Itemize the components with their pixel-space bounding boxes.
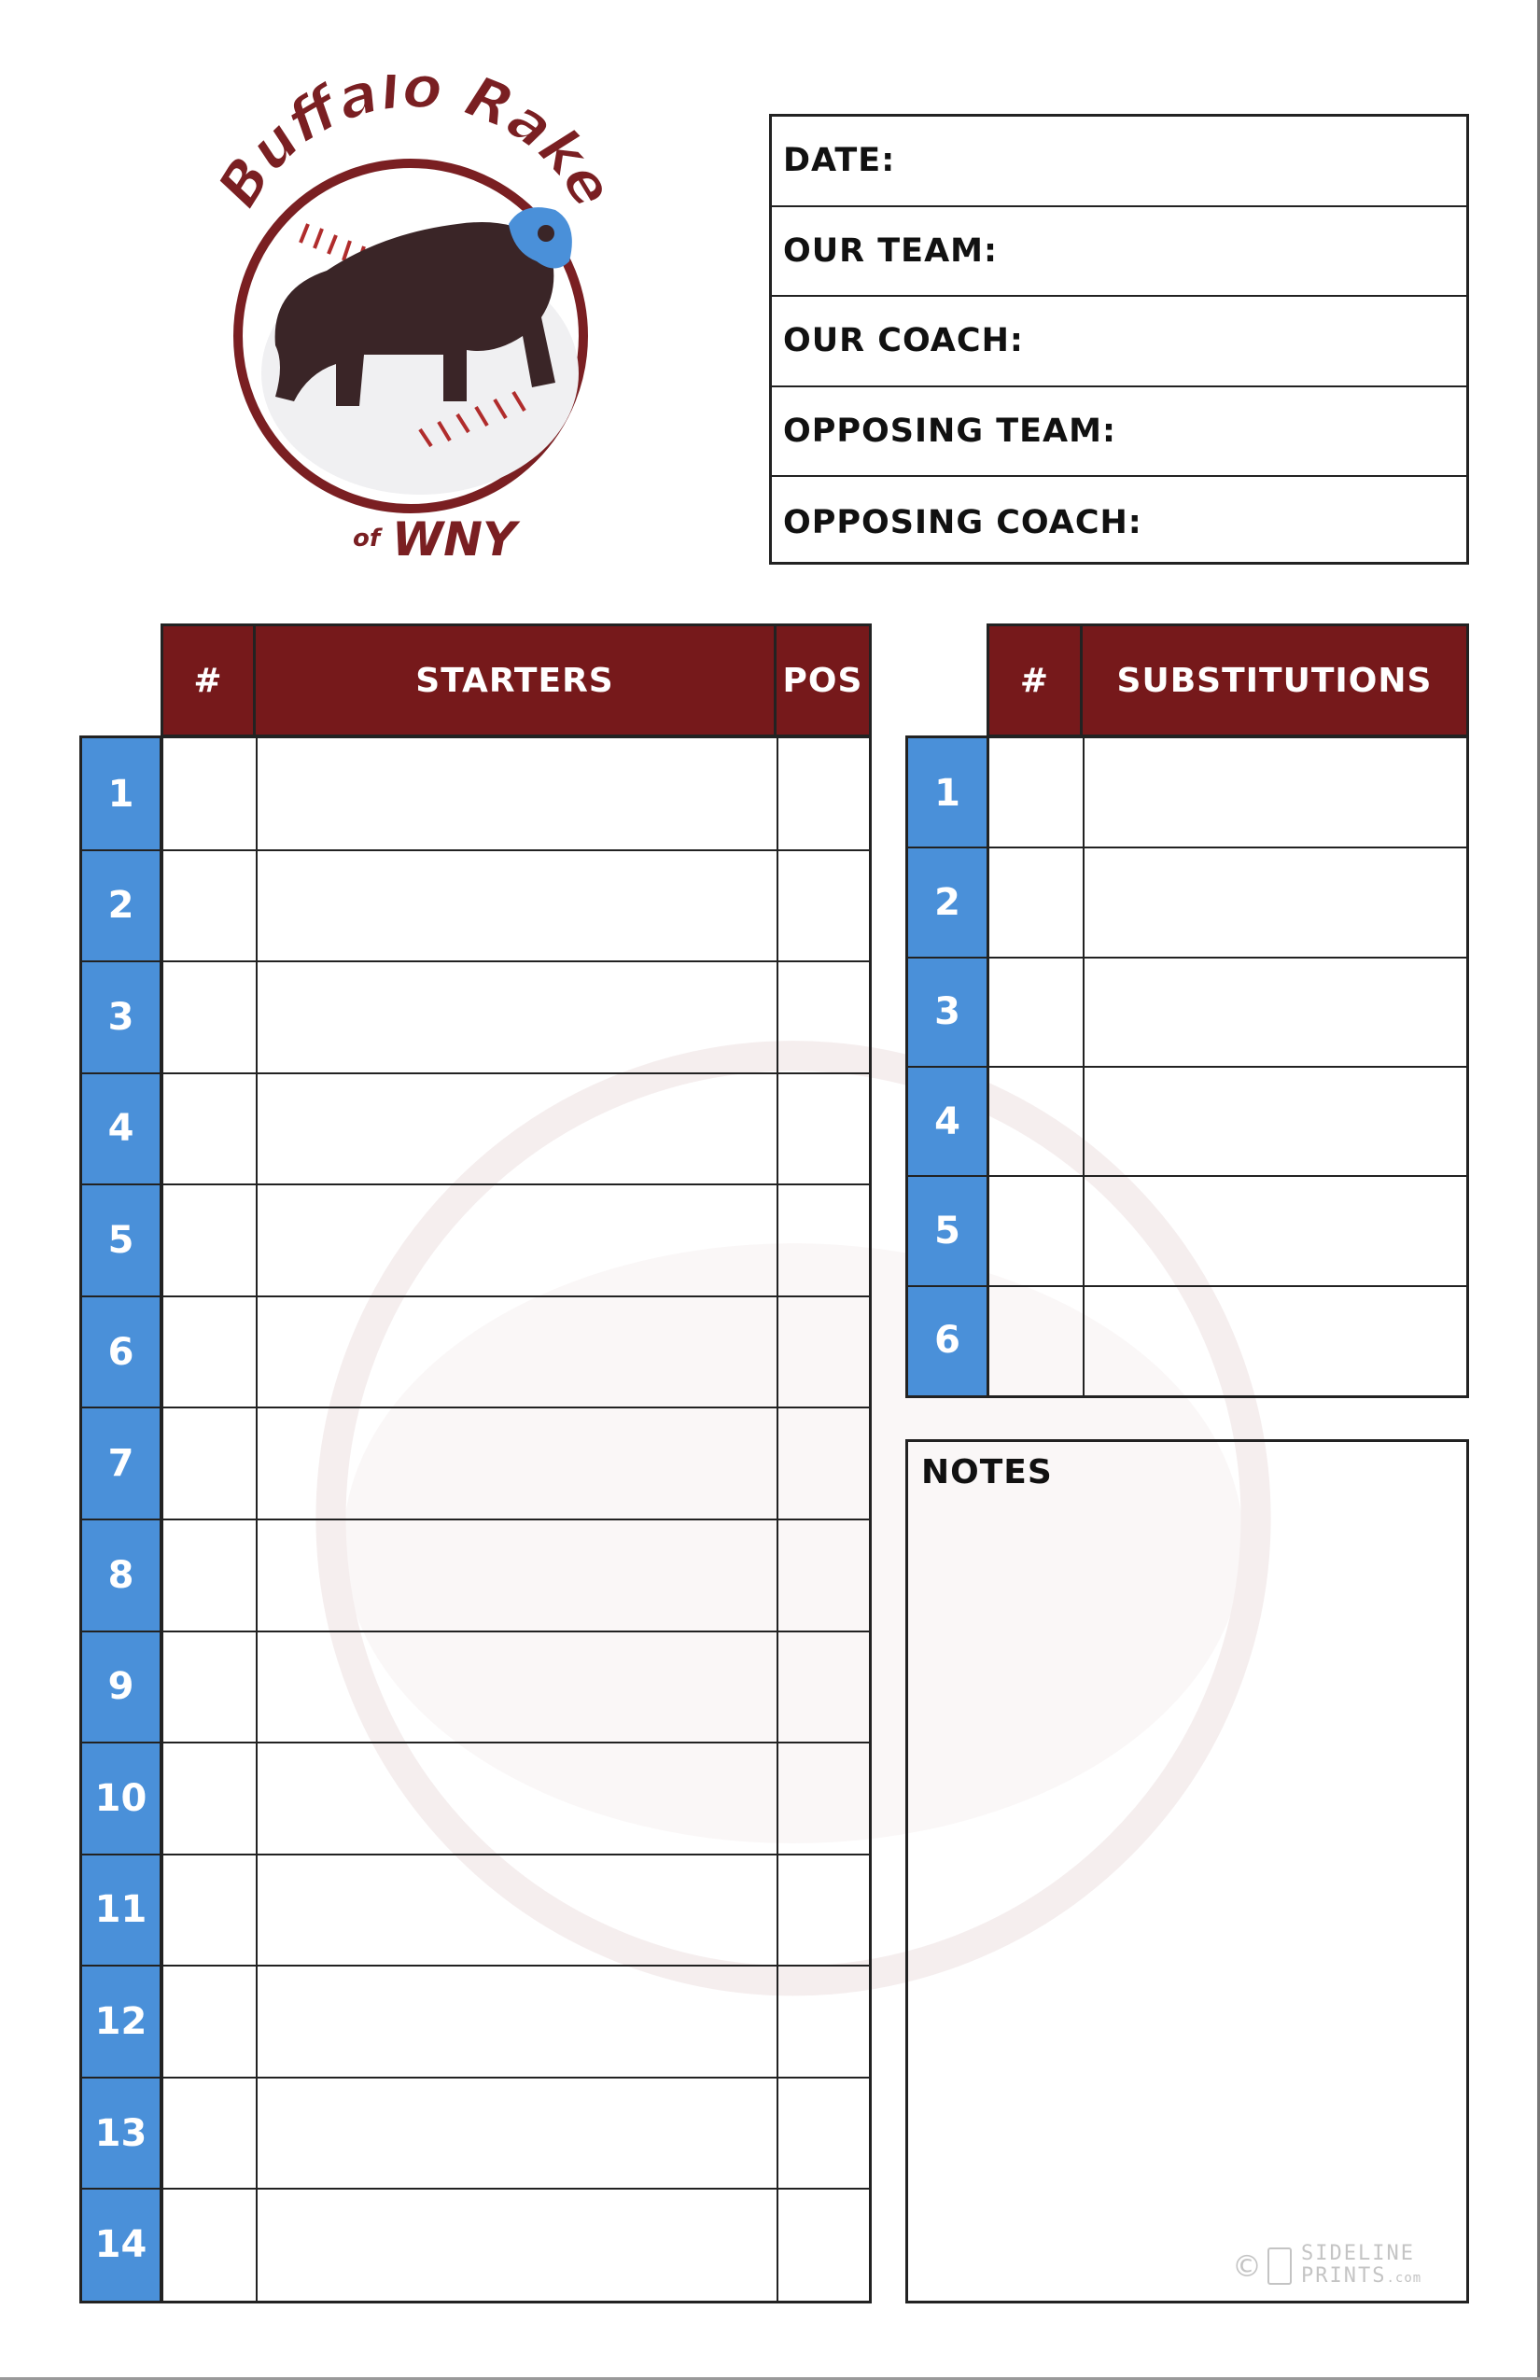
starters-order-number: 13 <box>94 2111 147 2155</box>
starters-order-number: 4 <box>107 1107 134 1151</box>
starters-order-number: 6 <box>107 1330 134 1374</box>
starters-order-number: 5 <box>107 1219 134 1263</box>
subs-row[interactable] <box>989 1176 1466 1285</box>
subs-grid <box>987 735 1469 1398</box>
starters-order-number: 12 <box>94 2000 147 2044</box>
starters-order-number: 2 <box>107 884 134 928</box>
starters-row[interactable] <box>163 1631 869 1743</box>
starters-order-number: 3 <box>107 995 134 1039</box>
copyright-symbol: © <box>1232 2248 1262 2284</box>
subs-order-number: 6 <box>934 1319 960 1363</box>
credit-suffix: .com <box>1386 2271 1422 2286</box>
credit-line-1: SIDELINE <box>1301 2242 1415 2265</box>
starters-row[interactable] <box>163 1184 869 1296</box>
logo-title: Buffalo Rake <box>203 75 627 219</box>
starters-row[interactable] <box>163 1855 869 1967</box>
info-row-date[interactable] <box>772 117 1466 207</box>
starters-order-number: 9 <box>107 1665 134 1709</box>
subs-row[interactable] <box>989 958 1466 1067</box>
subs-row[interactable] <box>989 1067 1466 1176</box>
starters-row[interactable] <box>163 2078 869 2190</box>
starters-row[interactable] <box>163 2189 869 2301</box>
info-label-date: DATE: <box>783 142 896 180</box>
subs-number-header: # <box>987 623 1083 737</box>
starters-order-number: 1 <box>107 772 134 816</box>
starters-order-number: 14 <box>94 2223 147 2267</box>
info-label-our-coach: OUR COACH: <box>783 322 1024 360</box>
info-label-opposing-coach: OPPOSING COACH: <box>783 503 1142 541</box>
starters-row[interactable] <box>163 1966 869 2078</box>
subs-row[interactable] <box>989 847 1466 957</box>
notes-box[interactable] <box>905 1439 1469 2303</box>
starters-name-header: STARTERS <box>253 623 777 737</box>
starters-order-number: 11 <box>94 1888 147 1932</box>
subs-order-column <box>905 735 989 1398</box>
starters-grid <box>161 735 872 2303</box>
subs-order-number: 2 <box>934 880 960 924</box>
starters-order-number: 10 <box>94 1776 147 1820</box>
credit-line-2: PRINTS <box>1301 2264 1387 2288</box>
info-row-our-coach[interactable] <box>772 297 1466 387</box>
info-label-our-team: OUR TEAM: <box>783 231 999 270</box>
starters-row[interactable] <box>163 961 869 1073</box>
starters-order-number: 7 <box>107 1442 134 1486</box>
starters-row[interactable] <box>163 1519 869 1631</box>
starters-row[interactable] <box>163 1296 869 1408</box>
starters-pos-header: POS <box>774 623 872 737</box>
sideline-prints-credit <box>1232 2238 1465 2294</box>
starters-row[interactable] <box>163 1073 869 1185</box>
subs-order-number: 4 <box>934 1099 960 1143</box>
subs-order-number: 1 <box>934 771 960 815</box>
clipboard-icon <box>1267 2247 1292 2285</box>
subs-order-number: 5 <box>934 1209 960 1253</box>
game-info-box <box>769 114 1469 565</box>
logo-of: of <box>353 525 381 553</box>
starters-row[interactable] <box>163 850 869 962</box>
starters-row[interactable] <box>163 1407 869 1519</box>
starters-order-number: 8 <box>107 1553 134 1597</box>
starters-number-header: # <box>161 623 256 737</box>
logo-subtitle: WNY <box>392 512 517 567</box>
subs-row[interactable] <box>989 1286 1466 1395</box>
subs-order-number: 3 <box>934 990 960 1034</box>
info-row-opposing-team[interactable] <box>772 387 1466 478</box>
starters-row[interactable] <box>163 1743 869 1855</box>
info-row-opposing-coach[interactable] <box>772 477 1466 567</box>
team-logo <box>187 75 635 597</box>
info-row-our-team[interactable] <box>772 207 1466 298</box>
info-label-opposing-team: OPPOSING TEAM: <box>783 413 1116 451</box>
subs-row[interactable] <box>989 738 1466 847</box>
starters-row[interactable] <box>163 738 869 850</box>
subs-name-header: SUBSTITUTIONS <box>1080 623 1469 737</box>
notes-label: NOTES <box>921 1453 1053 1491</box>
starters-order-column <box>79 735 162 2303</box>
